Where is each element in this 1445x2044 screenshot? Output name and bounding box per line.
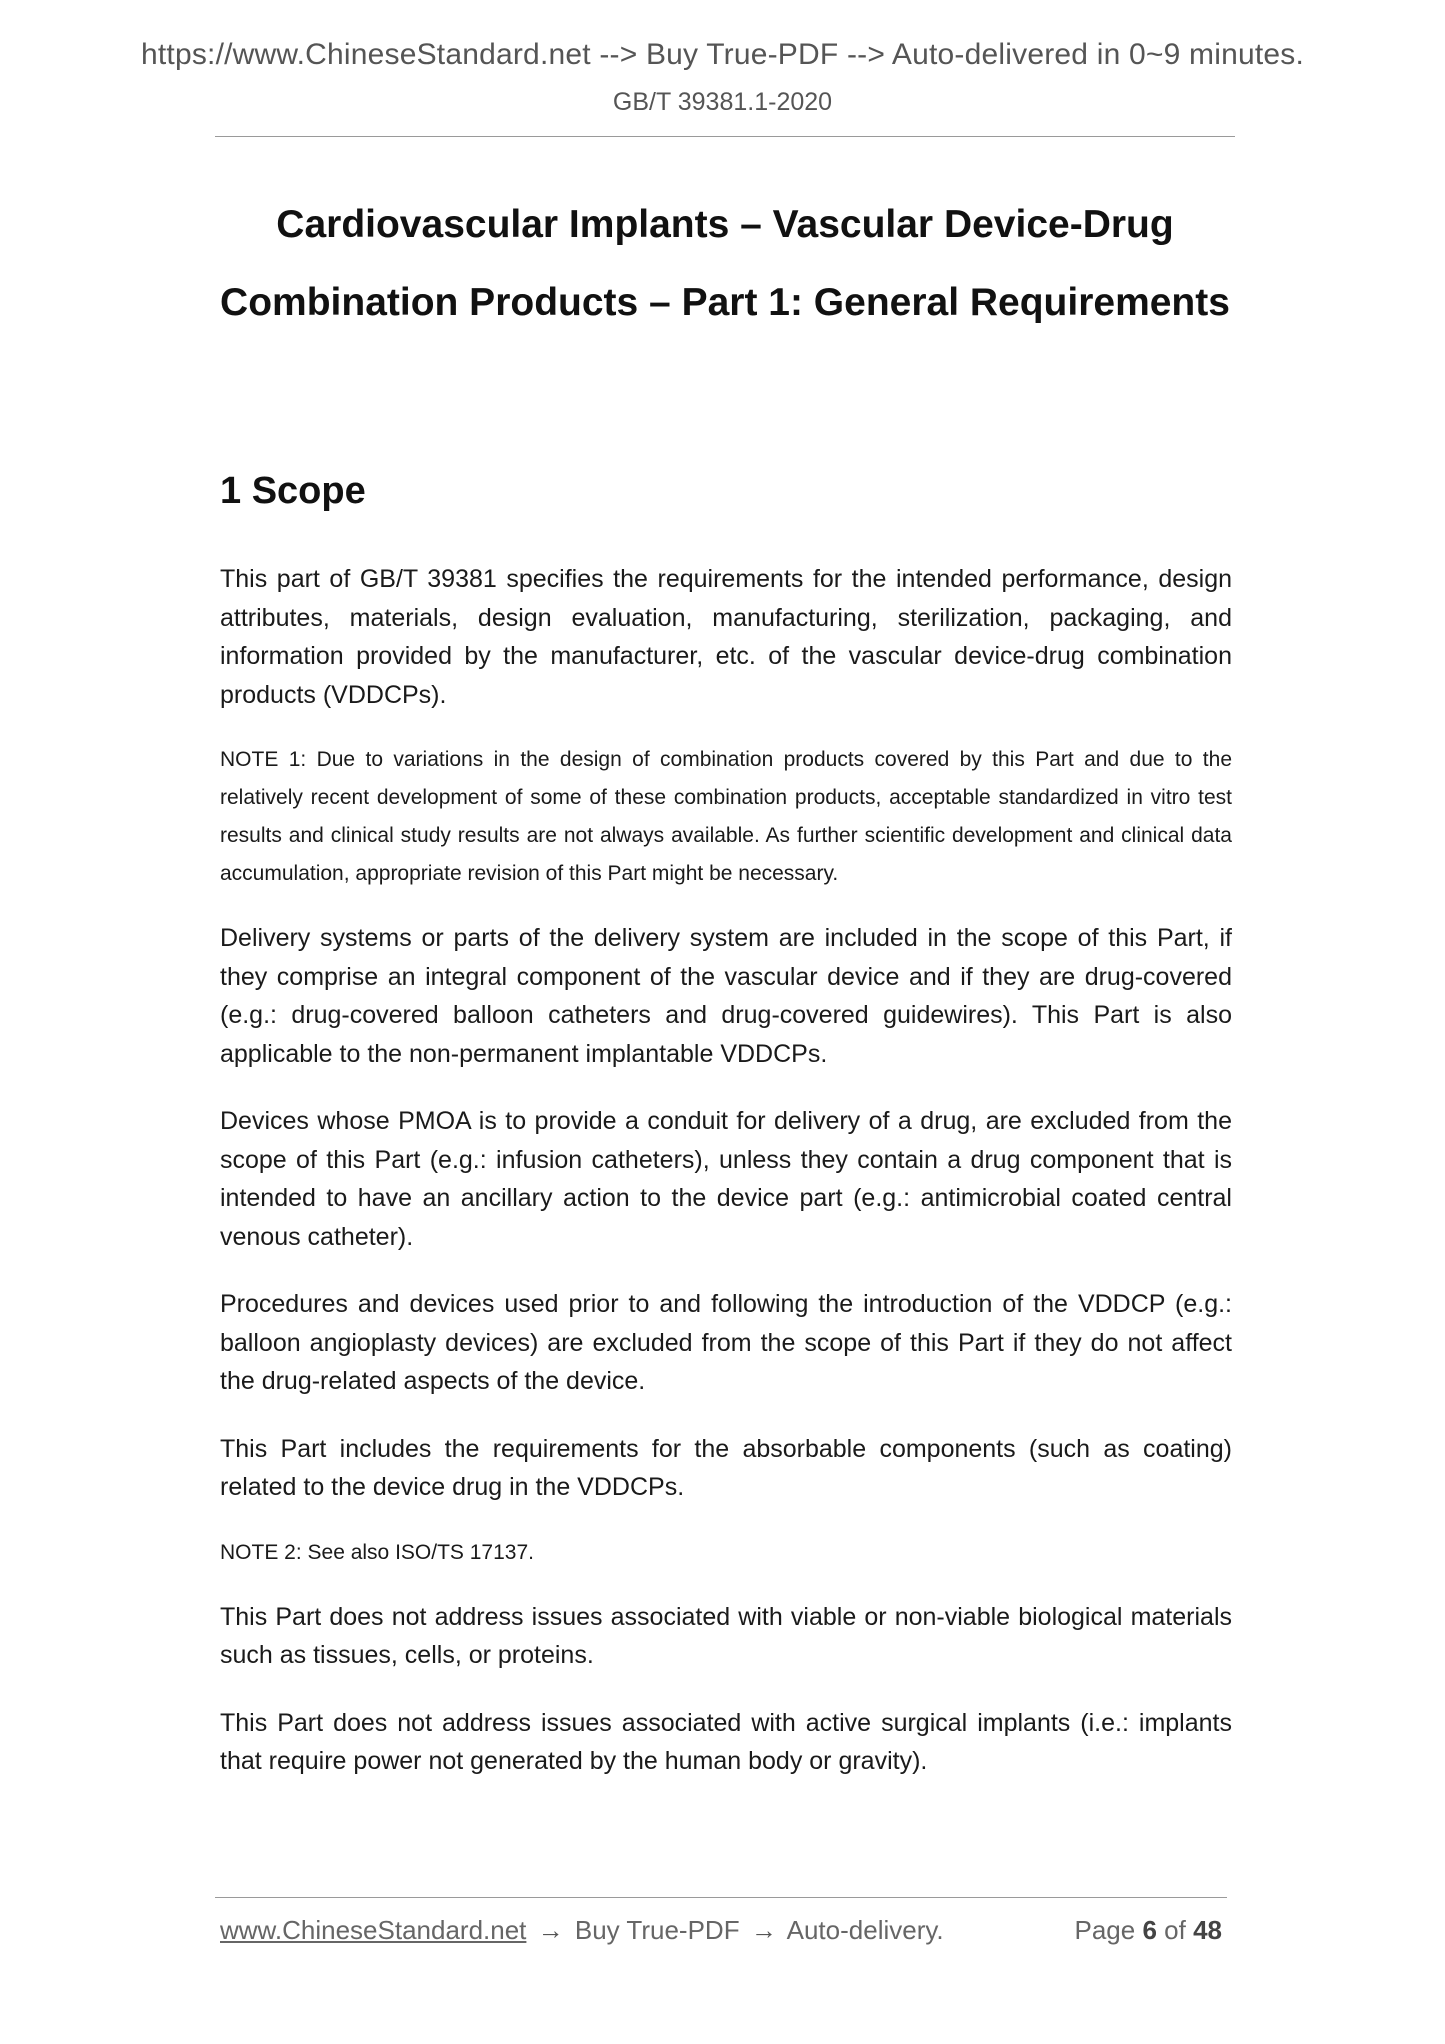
scope-paragraph-2: Delivery systems or parts of the delivery system are included in the scope of this Part, if they comprise an integral component of the vascular device and if they are drug-covered (e.g.: drug-covered balloon catheters and drug-covered guidewires). This Part is also applicable to the non-permanent implantable VDDCPs. <box>220 924 1232 1068</box>
standard-code: GB/T 39381.1-2020 <box>612 88 833 116</box>
scope-paragraph-3: Devices whose PMOA is to provide a conduit for delivery of a drug, are excluded from the scope of this Part (e.g.: infusion catheters), unless they contain a drug component that is intended to have an ancillary action to the device part (e.g.: antimicrobial coated central venous catheter). <box>220 1107 1232 1251</box>
arrow-right-icon: → <box>750 1915 777 1945</box>
buy-true-pdf-text: Buy True-PDF <box>574 1915 740 1945</box>
page-of-label: of <box>1164 1915 1186 1945</box>
page-label: Page <box>1074 1915 1136 1945</box>
site-link[interactable]: www.ChineseStandard.net <box>220 1915 527 1945</box>
scope-note-2: NOTE 2: See also ISO/TS 17137. <box>220 1540 534 1564</box>
arrow-right-icon: → <box>537 1915 564 1945</box>
page-current: 6 <box>1142 1915 1157 1945</box>
page-indicator <box>1074 1915 1222 1946</box>
footer-promo <box>220 1915 944 1946</box>
scope-body <box>220 560 1232 1810</box>
footer-divider <box>215 1897 1227 1898</box>
scope-paragraph-7: This Part does not address issues associated with active surgical implants (i.e.: implants that require power not generated by the human body or gravity). <box>220 1708 1232 1775</box>
auto-delivery-text: Auto-delivery. <box>786 1915 944 1945</box>
document-title-line-2: Combination Products – Part 1: General Requirements <box>220 281 1230 324</box>
page-footer <box>220 1915 1228 1955</box>
header-divider <box>215 136 1235 137</box>
scope-note-1: NOTE 1: Due to variations in the design of combination products covered by this Part and due to the relatively recent development of some of these combination products, acceptable standardized in vitro test results and clinical study results are not always available. As further scientific development and clinical data accumulation, appropriate revision of this Part might be necessary. <box>220 748 1232 885</box>
scope-paragraph-6: This Part does not address issues associated with viable or non-viable biological materials such as tissues, cells, or proteins. <box>220 1602 1232 1669</box>
scope-paragraph-5: This Part includes the requirements for the absorbable components (such as coating) related to the device drug in the VDDCPs. <box>220 1434 1232 1501</box>
document-title-line-1: Cardiovascular Implants – Vascular Device-Drug <box>276 203 1174 246</box>
section-heading-scope: 1 Scope <box>220 470 366 512</box>
scope-paragraph-1: This part of GB/T 39381 specifies the requirements for the intended performance, design attributes, materials, design evaluation, manufacturing, sterilization, packaging, and information provided by the manufacturer, etc. of the vascular device-drug combination products (VDDCPs). <box>220 565 1232 709</box>
scope-paragraph-4: Procedures and devices used prior to and following the introduction of the VDDCP (e.g.: balloon angioplasty devices) are excluded from the scope of this Part if they do not affect the drug-related aspects of the device. <box>220 1290 1232 1395</box>
source-banner: https://www.ChineseStandard.net --> Buy True-PDF --> Auto-delivered in 0~9 minutes. <box>141 38 1304 71</box>
page-total: 48 <box>1193 1915 1222 1945</box>
document-title <box>215 186 1235 342</box>
